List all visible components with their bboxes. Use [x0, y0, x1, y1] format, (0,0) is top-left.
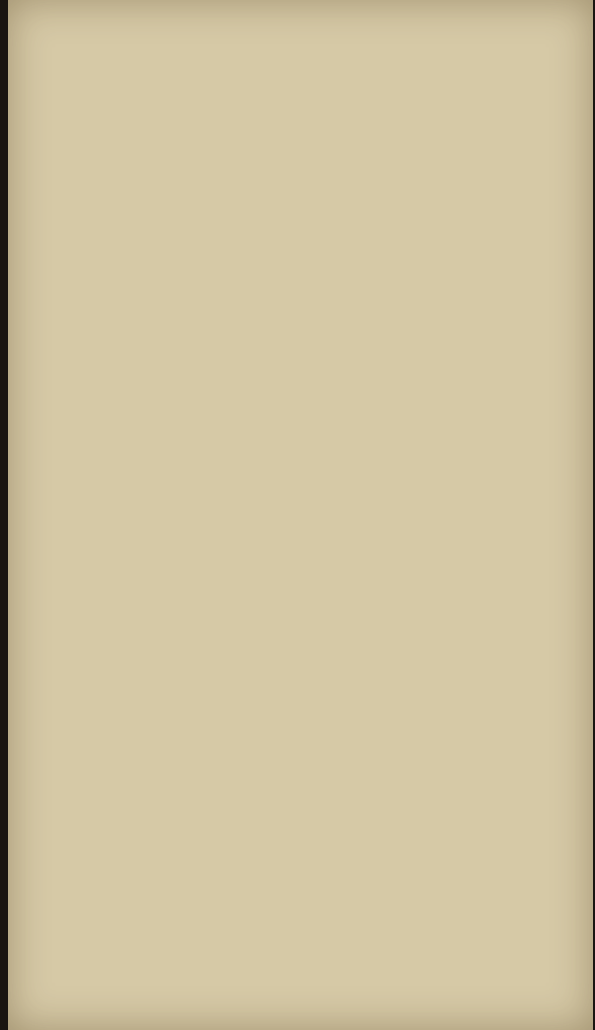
book-page [8, 0, 593, 1030]
page-header [22, 2, 587, 20]
